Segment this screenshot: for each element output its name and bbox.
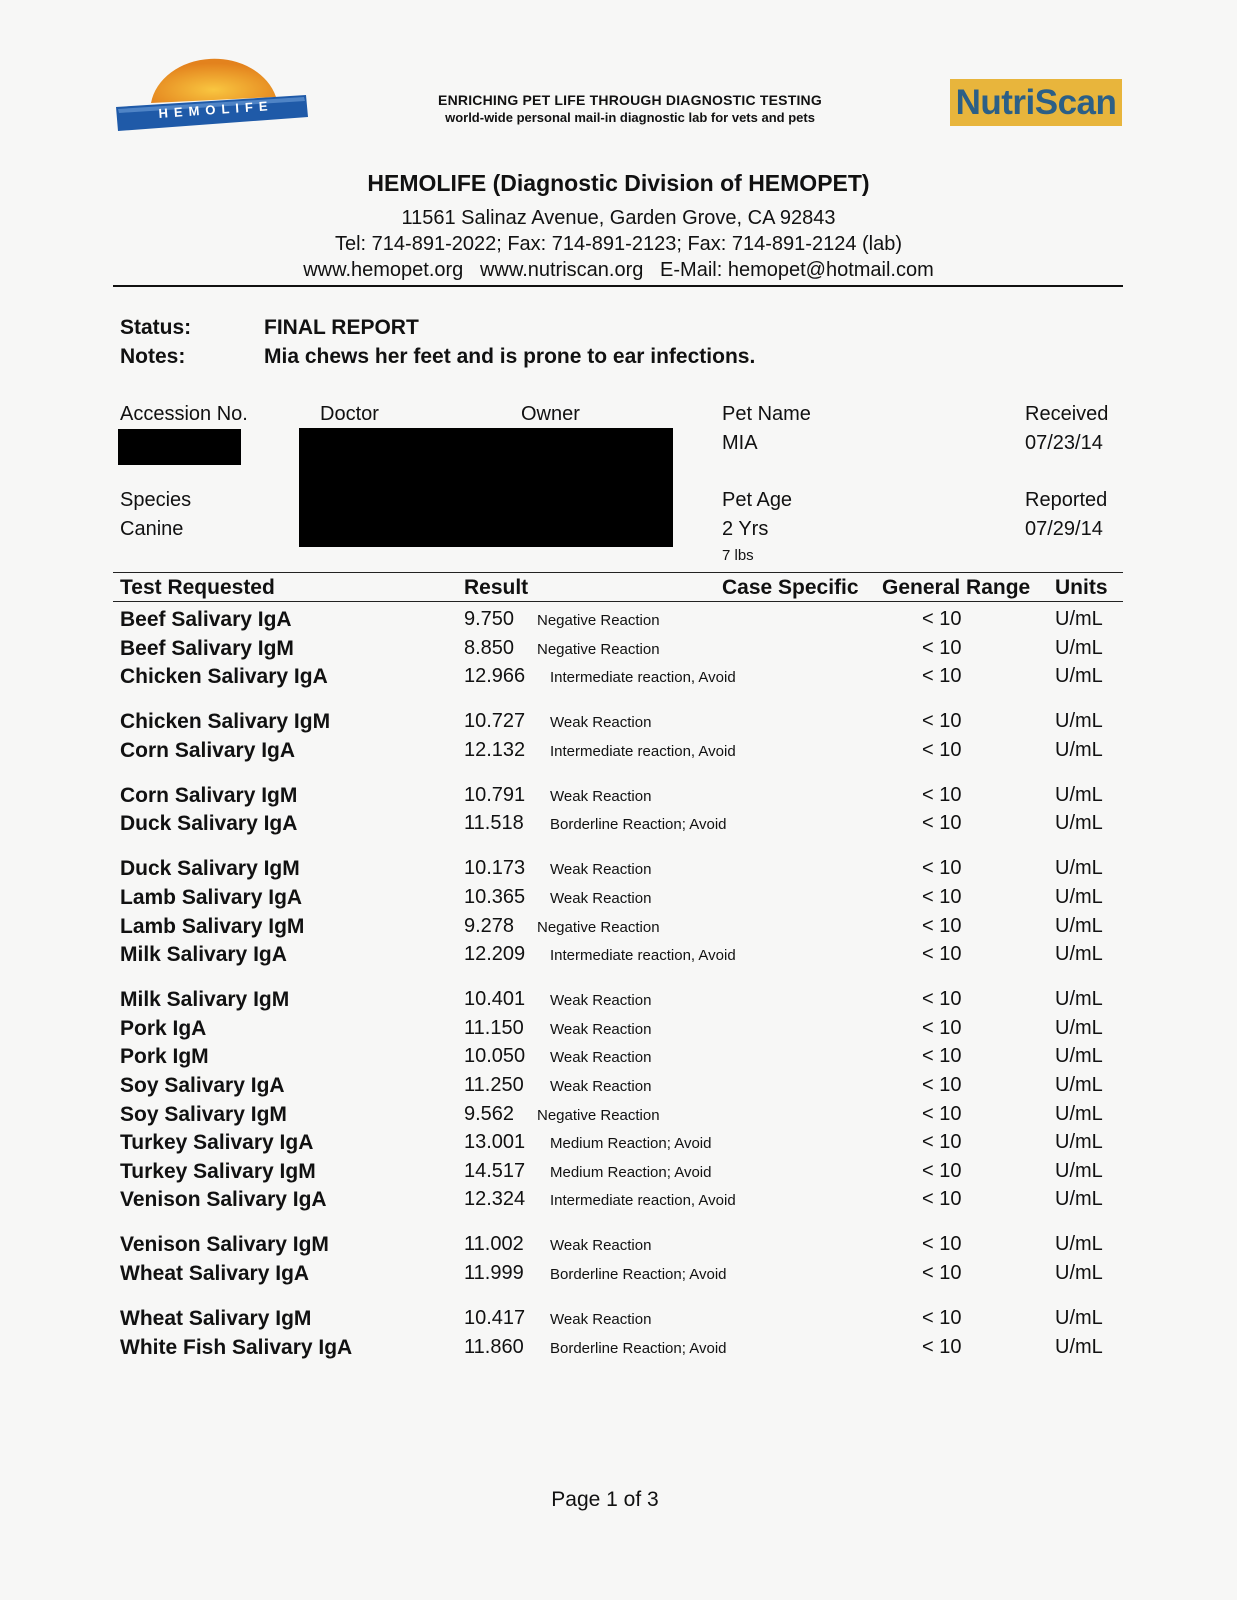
table-row: [0, 784, 1237, 812]
result-interpretation: Negative Reaction: [537, 1106, 660, 1124]
result-value: 11.860: [464, 1335, 524, 1358]
units: U/mL: [1055, 738, 1103, 761]
table-row: [0, 1188, 1237, 1216]
test-name: Soy Salivary IgA: [120, 1074, 285, 1097]
tagline-sub: world-wide personal mail-in diagnostic lab for vets and pets: [445, 110, 815, 125]
units: U/mL: [1055, 1307, 1103, 1329]
result-value: 11.999: [464, 1262, 524, 1284]
general-range: < 10: [922, 1335, 962, 1358]
result-interpretation: Weak Reaction: [550, 1020, 652, 1038]
table-row: [0, 1160, 1237, 1188]
col-header-case-specific: Case Specific: [722, 576, 859, 599]
lab-phones: Tel: 714-891-2022; Fax: 714-891-2123; Fax: 714-891-2124 (lab): [334, 233, 903, 255]
units: U/mL: [1055, 1102, 1103, 1125]
general-range: < 10: [922, 1045, 962, 1068]
result-value: 12.209: [464, 943, 526, 966]
table-row: [0, 608, 1237, 636]
result-interpretation: Weak Reaction: [550, 1237, 652, 1255]
accession-label: Accession No.: [120, 403, 248, 425]
test-name: Chicken Salivary IgA: [120, 665, 328, 689]
result-interpretation: Weak Reaction: [550, 787, 652, 805]
pet-name-label: Pet Name: [722, 403, 811, 425]
result-interpretation: Intermediate reaction, Avoid: [550, 742, 736, 760]
status-value: FINAL REPORT: [264, 316, 419, 339]
result-value: 9.278: [464, 914, 515, 937]
general-range: < 10: [922, 738, 962, 761]
notes-value: Mia chews her feet and is prone to ear infections.: [264, 345, 756, 368]
units: U/mL: [1055, 914, 1103, 937]
units: U/mL: [1055, 608, 1103, 630]
tagline-main: ENRICHING PET LIFE THROUGH DIAGNOSTIC TESTING: [438, 92, 822, 108]
doctor-owner-redacted: [299, 428, 673, 547]
result-interpretation: Borderline Reaction; Avoid: [550, 1339, 727, 1357]
table-top-rule: [113, 572, 1123, 573]
test-name: Duck Salivary IgA: [120, 812, 298, 836]
hemolife-logo: [116, 55, 316, 137]
result-value: 10.401: [464, 988, 526, 1011]
result-value: 11.002: [464, 1233, 524, 1256]
test-name: Lamb Salivary IgM: [120, 914, 305, 938]
result-value: 10.050: [464, 1045, 526, 1068]
pet-name: MIA: [722, 432, 758, 454]
hemolife-logo-text: HEMOLIFE: [158, 98, 274, 121]
units: U/mL: [1055, 1262, 1103, 1284]
test-name: Turkey Salivary IgA: [120, 1131, 314, 1155]
result-value: 10.727: [464, 710, 526, 733]
table-row: [0, 1017, 1237, 1045]
page-number: Page 1 of 3: [551, 1488, 659, 1511]
general-range: < 10: [922, 857, 962, 880]
general-range: < 10: [922, 608, 962, 630]
result-value: 11.518: [464, 812, 524, 835]
result-interpretation: Negative Reaction: [537, 640, 660, 658]
result-value: 11.150: [464, 1016, 524, 1039]
owner-label: Owner: [521, 403, 580, 425]
table-row: [0, 812, 1237, 840]
pet-weight: 7 lbs: [722, 547, 754, 564]
result-interpretation: Borderline Reaction; Avoid: [550, 1266, 727, 1283]
result-interpretation: Weak Reaction: [550, 1049, 652, 1067]
result-interpretation: Medium Reaction; Avoid: [550, 1163, 712, 1181]
result-value: 11.250: [464, 1074, 524, 1096]
result-interpretation: Weak Reaction: [550, 714, 652, 732]
test-name: Pork IgM: [120, 1045, 209, 1069]
general-range: < 10: [922, 988, 962, 1011]
result-value: 12.324: [464, 1188, 526, 1211]
test-name: Milk Salivary IgM: [120, 988, 290, 1012]
table-row: [0, 1045, 1237, 1073]
general-range: < 10: [922, 710, 962, 733]
result-value: 8.850: [464, 636, 515, 659]
general-range: < 10: [922, 1262, 962, 1284]
units: U/mL: [1055, 636, 1103, 659]
reported-label: Reported: [1025, 489, 1108, 511]
result-interpretation: Intermediate reaction, Avoid: [550, 947, 736, 965]
test-name: Wheat Salivary IgA: [120, 1262, 310, 1285]
units: U/mL: [1055, 812, 1103, 835]
result-value: 13.001: [464, 1131, 526, 1154]
result-interpretation: Negative Reaction: [537, 918, 660, 936]
result-interpretation: Intermediate reaction, Avoid: [550, 669, 736, 687]
units: U/mL: [1055, 1233, 1103, 1256]
table-row: [0, 1131, 1237, 1159]
col-header-units: Units: [1055, 576, 1108, 599]
species-label: Species: [120, 489, 192, 511]
table-row: [0, 1307, 1237, 1335]
test-name: Lamb Salivary IgA: [120, 886, 303, 909]
result-value: 9.562: [464, 1102, 515, 1125]
result-interpretation: Borderline Reaction; Avoid: [550, 816, 727, 834]
result-value: 10.417: [464, 1307, 526, 1329]
general-range: < 10: [922, 636, 962, 659]
units: U/mL: [1055, 988, 1103, 1011]
result-interpretation: Weak Reaction: [550, 1078, 652, 1095]
doctor-label: Doctor: [320, 403, 379, 425]
lab-web-contact: www.hemopet.org www.nutriscan.org E-Mail: hemopet@hotmail.com: [303, 259, 934, 281]
pet-age-label: Pet Age: [722, 489, 793, 511]
table-row: [0, 1336, 1237, 1364]
result-interpretation: Weak Reaction: [550, 992, 652, 1010]
test-name: White Fish Salivary IgA: [120, 1335, 353, 1359]
table-row: [0, 637, 1237, 665]
nutriscan-logo: NutriScan: [950, 79, 1122, 126]
test-name: Venison Salivary IgM: [120, 1233, 329, 1257]
units: U/mL: [1055, 886, 1103, 908]
general-range: < 10: [922, 1016, 962, 1039]
general-range: < 10: [922, 1102, 962, 1125]
general-range: < 10: [922, 1131, 962, 1154]
table-row: [0, 739, 1237, 767]
table-row: [0, 886, 1237, 914]
table-row: [0, 1074, 1237, 1102]
result-value: 10.791: [464, 783, 526, 806]
units: U/mL: [1055, 783, 1103, 806]
table-row: [0, 710, 1237, 738]
general-range: < 10: [922, 1307, 962, 1329]
general-range: < 10: [922, 665, 962, 688]
lab-address: 11561 Salinaz Avenue, Garden Grove, CA 92843: [401, 207, 836, 229]
col-header-general-range: General Range: [882, 576, 1031, 599]
units: U/mL: [1055, 857, 1103, 880]
general-range: < 10: [922, 783, 962, 806]
result-interpretation: Weak Reaction: [550, 861, 652, 879]
result-value: 10.365: [464, 886, 526, 908]
result-interpretation: Intermediate reaction, Avoid: [550, 1192, 736, 1210]
notes-label: Notes:: [120, 345, 186, 368]
result-interpretation: Weak Reaction: [550, 1311, 652, 1328]
table-row: [0, 665, 1237, 693]
table-header-rule: [113, 601, 1123, 602]
units: U/mL: [1055, 1159, 1103, 1182]
test-name: Duck Salivary IgM: [120, 857, 300, 881]
units: U/mL: [1055, 1335, 1103, 1358]
units: U/mL: [1055, 1074, 1103, 1096]
table-row: [0, 1262, 1237, 1290]
general-range: < 10: [922, 914, 962, 937]
units: U/mL: [1055, 710, 1103, 733]
general-range: < 10: [922, 943, 962, 966]
tagline: [380, 92, 880, 125]
result-interpretation: Negative Reaction: [537, 612, 660, 629]
table-row: [0, 943, 1237, 971]
general-range: < 10: [922, 1159, 962, 1182]
test-name: Wheat Salivary IgM: [120, 1307, 312, 1330]
units: U/mL: [1055, 1045, 1103, 1068]
table-row: [0, 1103, 1237, 1131]
units: U/mL: [1055, 1188, 1103, 1211]
test-name: Turkey Salivary IgM: [120, 1159, 316, 1183]
table-row: [0, 915, 1237, 943]
reported-date: 07/29/14: [1025, 518, 1103, 540]
test-name: Chicken Salivary IgM: [120, 710, 331, 734]
result-value: 12.966: [464, 665, 526, 688]
result-interpretation: Weak Reaction: [550, 890, 652, 907]
accession-redacted: [118, 429, 241, 465]
test-name: Venison Salivary IgA: [120, 1188, 327, 1212]
table-row: [0, 988, 1237, 1016]
col-header-result: Result: [464, 576, 529, 599]
pet-age: 2 Yrs: [722, 518, 769, 540]
general-range: < 10: [922, 1233, 962, 1256]
units: U/mL: [1055, 665, 1103, 688]
units: U/mL: [1055, 1016, 1103, 1039]
table-row: [0, 1233, 1237, 1261]
result-value: 14.517: [464, 1159, 526, 1182]
result-value: 12.132: [464, 738, 526, 761]
units: U/mL: [1055, 1131, 1103, 1154]
general-range: < 10: [922, 812, 962, 835]
received-date: 07/23/14: [1025, 432, 1103, 454]
test-name: Beef Salivary IgM: [120, 636, 294, 660]
received-label: Received: [1025, 403, 1109, 425]
test-name: Corn Salivary IgA: [120, 738, 296, 762]
general-range: < 10: [922, 1188, 962, 1211]
test-name: Corn Salivary IgM: [120, 783, 298, 807]
result-interpretation: Medium Reaction; Avoid: [550, 1135, 712, 1153]
general-range: < 10: [922, 886, 962, 908]
status-label: Status:: [120, 316, 192, 339]
result-value: 9.750: [464, 608, 515, 630]
test-name: Soy Salivary IgM: [120, 1102, 287, 1126]
header-divider: [113, 285, 1123, 287]
test-name: Milk Salivary IgA: [120, 943, 287, 967]
test-name: Beef Salivary IgA: [120, 608, 292, 631]
species-value: Canine: [120, 518, 184, 540]
units: U/mL: [1055, 943, 1103, 966]
col-header-test: Test Requested: [120, 576, 275, 599]
result-value: 10.173: [464, 857, 526, 880]
table-row: [0, 857, 1237, 885]
lab-title: HEMOLIFE (Diagnostic Division of HEMOPET): [367, 170, 870, 196]
general-range: < 10: [922, 1074, 962, 1096]
test-name: Pork IgA: [120, 1016, 207, 1040]
